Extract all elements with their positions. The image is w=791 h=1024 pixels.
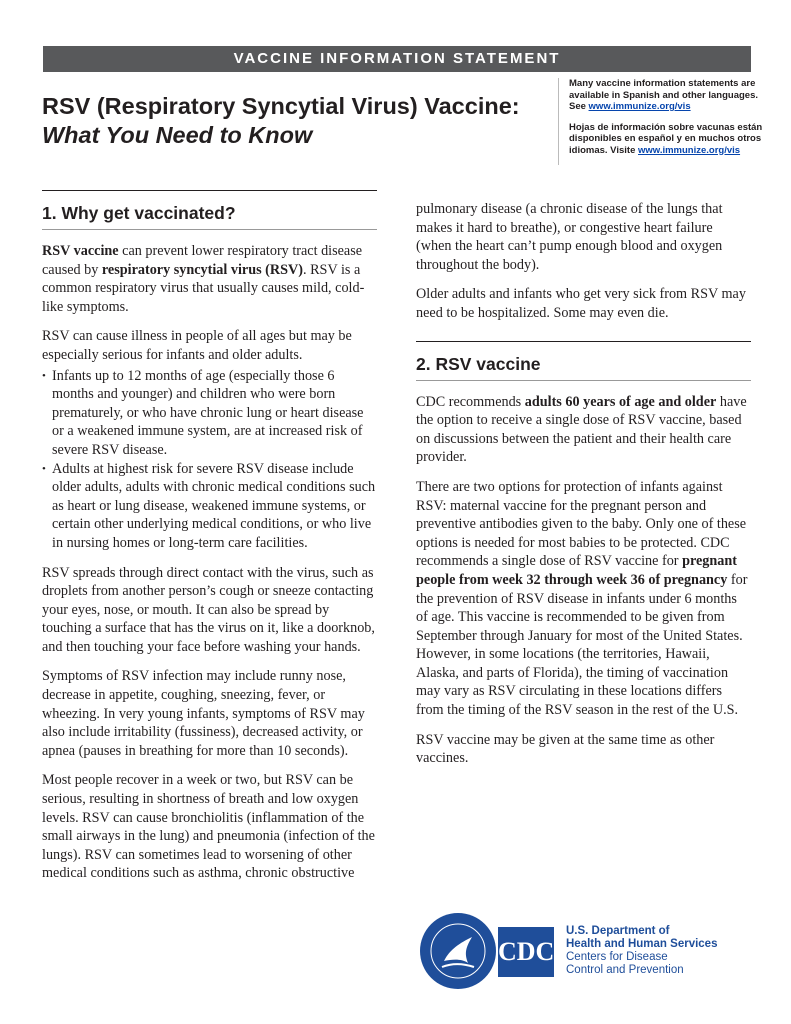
spanish-availability: Hojas de información sobre vacunas están disponibles en español y en muchos otros idiomas. Visite www.immunize.org/vis <box>569 121 763 156</box>
section-2-paragraph-1: CDC recommends adults 60 years of age and older have the option to receive a single dose of RSV vaccine, based on discussions between the patient and their health care provider. <box>416 393 747 466</box>
cdc-logo-icon: CDC <box>498 927 554 977</box>
risk-group-list <box>42 367 377 553</box>
immunize-link-es[interactable]: www.immunize.org/vis <box>638 144 741 156</box>
section-1-paragraph-5-continued: pulmonary disease (a chronic disease of the lungs that makes it hard to breathe), or congestive heart failure (when the heart can’t pump enough blood and oxygen throughout the body). <box>416 201 723 273</box>
section-1-paragraph-4: Symptoms of RSV infection may include runny nose, decrease in appetite, coughing, sneezing, fever, or wheezing. In very young infants, symptoms of RSV may also include irritability (fussiness), decreased activity, or apnea (pauses in breathing for more than 10 seconds). <box>42 668 365 759</box>
section-1-paragraph-5: Most people recover in a week or two, but RSV can be serious, resulting in shortness of breath and low oxygen levels. RSV can cause bronchiolitis (inflammation of the small airways in the lung) and pneumonia (infection of the lungs). RSV can sometimes lead to worsening of other medical conditions such as asthma, chronic obstructive <box>42 772 375 882</box>
section-2-paragraph-3: RSV vaccine may be given at the same time as other vaccines. <box>416 731 715 767</box>
title-line-1: RSV (Respiratory Syncytial Virus) Vaccine: <box>42 93 520 119</box>
language-availability-box <box>558 78 764 165</box>
agency-footer <box>420 913 750 998</box>
section-1-paragraph-1: RSV vaccine can prevent lower respiratory tract disease caused by respiratory syncytial virus (RSV). RSV is a common respiratory virus that usually causes mild, cold-like symptoms. <box>42 243 365 315</box>
list-item: • Adults at highest risk for severe RSV disease include older adults, adults with chronic medical conditions such as heart or lung disease, weakened immune systems, or certain other underlying medical conditions, or who live in nursing homes or long-term care facilities. <box>42 460 377 553</box>
vis-banner: VACCINE INFORMATION STATEMENT <box>43 46 751 72</box>
section-1-heading: 1. Why get vaccinated? <box>42 190 377 230</box>
english-availability: Many vaccine information statements are available in Spanish and other languages. See www.immunize.org/vis <box>569 78 758 112</box>
immunize-link-en[interactable]: www.immunize.org/vis <box>588 101 691 112</box>
section-2-paragraph-2: There are two options for protection of infants against RSV: maternal vaccine for the pregnant person and preventive antibodies given to the baby. Only one of these options is needed for most babies to be protected. CDC recommends a single dose of RSV vaccine for pregnant people from week 32 through week 36 of pregnancy for the prevention of RSV disease in infants under 6 months of age. This vaccine is recommended to be given from September through January for most of the United States. However, in some locations (the territories, Hawaii, Alaska, and parts of Florida), the timing of vaccination may vary as RSV circulating in these locations differs from the timing of the RSV season in the rest of the U.S. <box>416 478 748 719</box>
right-column <box>416 200 751 779</box>
section-1-paragraph-3: RSV spreads through direct contact with the virus, such as droplets from another person’s cough or sneeze contacting your eyes, nose, or mouth. It can also be spread by touching a surface that has the virus on it, like a doorknob, and then touching your face before washing your hands. <box>42 564 375 655</box>
page-title <box>42 92 552 150</box>
list-item: • Infants up to 12 months of age (especially those 6 months and younger) and children who were born prematurely, or who have chronic lung or heart disease or a weakened immune system, are at increased risk of severe RSV disease. <box>42 367 377 460</box>
title-line-2: What You Need to Know <box>42 122 313 148</box>
section-1-paragraph-6: Older adults and infants who get very sick from RSV may need to be hospitalized. Some may even die. <box>416 286 746 321</box>
section-1-paragraph-2: RSV can cause illness in people of all ages but may be especially serious for infants and older adults. <box>42 328 352 363</box>
left-column <box>42 190 377 894</box>
department-name: U.S. Department of Health and Human Services Centers for Disease Control and Prevention <box>566 925 718 976</box>
section-2-heading: 2. RSV vaccine <box>416 341 751 381</box>
hhs-seal-icon <box>420 913 496 989</box>
